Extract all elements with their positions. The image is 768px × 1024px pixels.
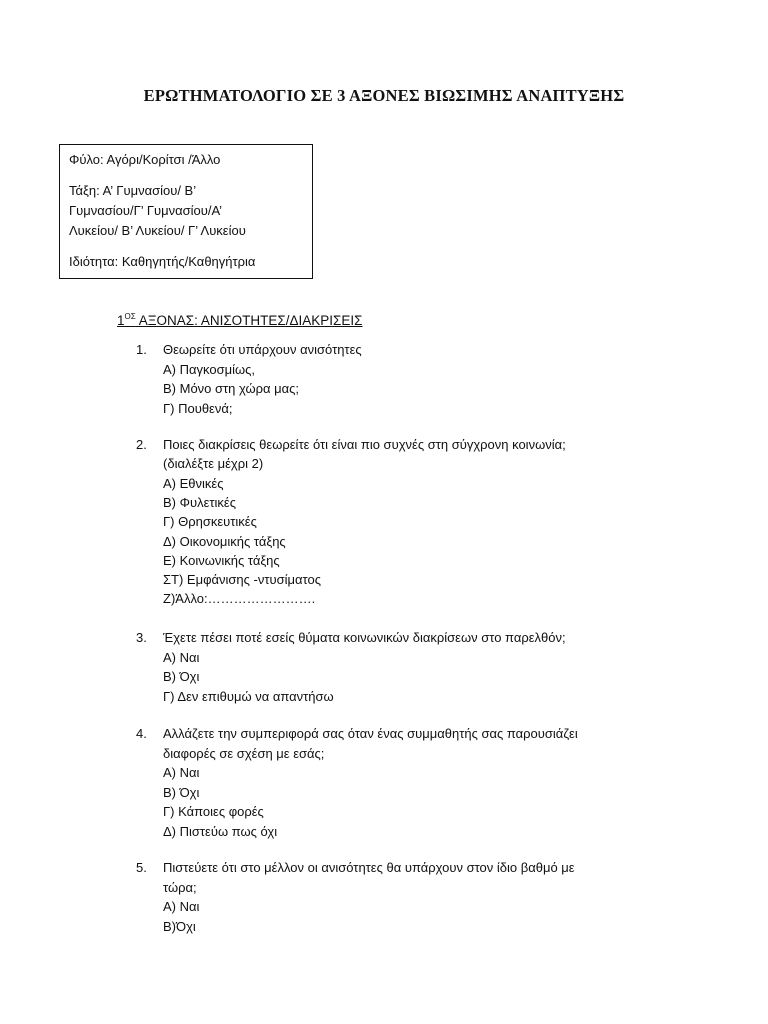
gender-field-text: Φύλο: Αγόρι/Κορίτσι /Άλλο	[69, 152, 221, 167]
answer-option-other: Ζ)Άλλο:…………………….	[163, 591, 316, 607]
class-field-text-line3: Λυκείου/ Β’ Λυκείου/ Γ’ Λυκείου	[69, 223, 246, 238]
section-heading	[117, 312, 363, 328]
answer-option: Α) Παγκοσμίως,	[163, 361, 256, 377]
question-number: 3.	[136, 630, 147, 645]
answer-option: Β) Όχι	[163, 784, 200, 800]
question-text: Έχετε πέσει ποτέ εσείς θύματα κοινωνικών διακρίσεων στο παρελθόν;	[163, 630, 566, 645]
question-text: Θεωρείτε ότι υπάρχουν ανισότητες	[163, 342, 362, 357]
answer-option: Ε) Κοινωνικής τάξης	[163, 552, 280, 568]
answer-option: Α) Εθνικές	[163, 475, 224, 491]
section-heading-text: ΑΞΟΝΑΣ: ΑΝΙΣΟΤΗΤΕΣ/ΔΙΑΚΡΙΣΕΙΣ	[135, 313, 363, 328]
question-text-continued: τώρα;	[163, 879, 197, 895]
question-number: 2.	[136, 437, 147, 452]
question-instruction: (διαλέξτε μέχρι 2)	[163, 456, 264, 472]
question-text: Ποιες διακρίσεις θεωρείτε ότι είναι πιο συχνές στη σύγχρονη κοινωνία;	[163, 437, 566, 452]
answer-option: Δ) Πιστεύω πως όχι	[163, 823, 278, 839]
section-number-superscript: ΟΣ	[124, 312, 136, 321]
answer-option: Α) Ναι	[163, 899, 200, 914]
answer-option: Α) Ναι	[163, 649, 200, 665]
class-field-text-line2: Γυμνασίου/Γ’ Γυμνασίου/Α’	[69, 203, 223, 218]
answer-option: Α) Ναι	[163, 765, 200, 780]
answer-option: Γ) Κάποιες φορές	[163, 804, 264, 819]
answer-option: Β)Όχι	[163, 918, 196, 934]
question-text-continued: διαφορές σε σχέση με εσάς;	[163, 745, 325, 761]
question-number: 4.	[136, 726, 147, 741]
answer-option: Β) Φυλετικές	[163, 494, 236, 510]
answer-option: Δ) Οικονομικής τάξης	[163, 533, 286, 549]
question-number: 1.	[136, 342, 147, 357]
answer-option: ΣΤ) Εμφάνισης -ντυσίματος	[163, 572, 321, 588]
answer-option: Γ) Δεν επιθυμώ να απαντήσω	[163, 688, 334, 704]
answer-option: Γ) Θρησκευτικές	[163, 514, 257, 530]
class-field-text-line1: Τάξη: Α’ Γυμνασίου/ Β’	[69, 183, 197, 198]
question-number: 5.	[136, 860, 147, 875]
answer-option: Γ) Πουθενά;	[163, 400, 233, 416]
answer-option: Β) Όχι	[163, 669, 200, 684]
document-title: ΕΡΩΤΗΜΑΤΟΛΟΓΙΟ ΣΕ 3 ΑΞΟΝΕΣ ΒΙΩΣΙΜΗΣ ΑΝΑΠΤΥΞΗΣ	[143, 86, 625, 105]
question-text: Πιστεύετε ότι στο μέλλον οι ανισότητες θα υπάρχουν στον ίδιο βαθμό με	[163, 860, 575, 875]
question-text: Αλλάζετε την συμπεριφορά σας όταν ένας συμμαθητής σας παρουσιάζει	[163, 726, 578, 741]
respondent-info-box	[59, 144, 313, 279]
answer-option: Β) Μόνο στη χώρα μας;	[163, 381, 300, 396]
role-field-text: Ιδιότητα: Καθηγητής/Καθηγήτρια	[69, 254, 256, 269]
section-number: 1	[117, 313, 125, 328]
